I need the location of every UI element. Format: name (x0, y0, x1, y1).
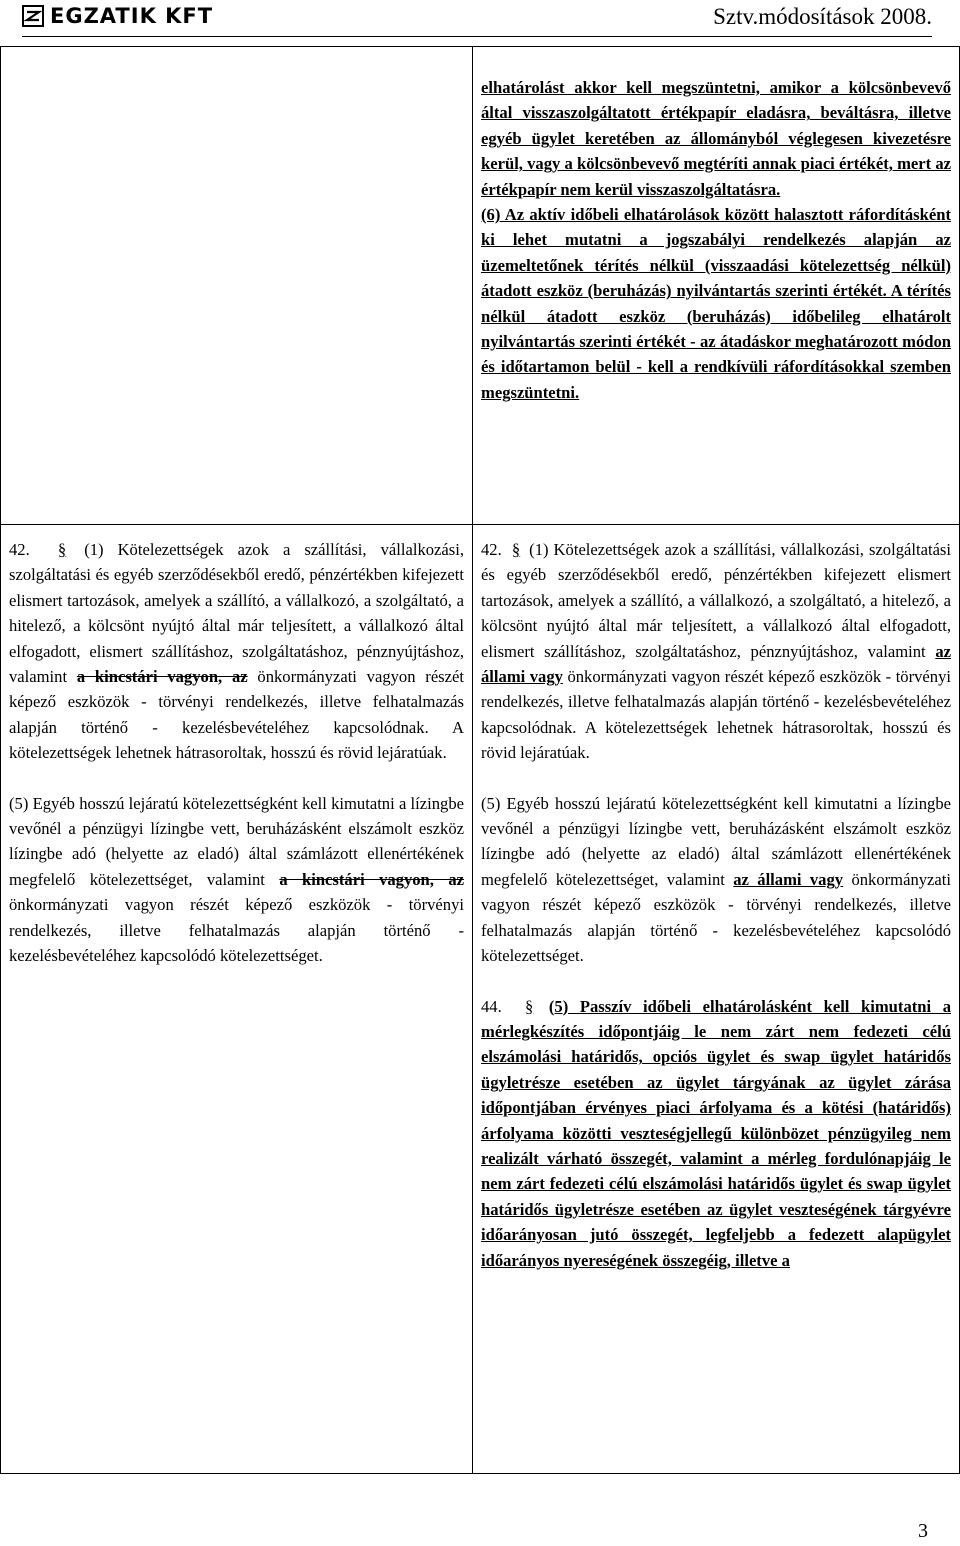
amended-paragraph-continuation: elhatárolást akkor kell megszüntetni, amikor a kölcsönbevevő által visszaszolgáltatott értékpapír eladásra, beváltásra, illetve egyéb ügylet keretében az állományból véglegesen kivezetésre kerül, vagy a kölcsönbevevő megtéríti annak piaci értékét, mert az értékpapír nem kerül visszaszolgáltatásra. (481, 78, 951, 199)
left-cell-original (1, 525, 473, 1474)
comparison-table (0, 46, 960, 1474)
page-number: 3 (918, 1520, 928, 1542)
inserted-text: az állami vagy (481, 641, 951, 687)
paragraph-42-1-amended: 42. § (1) Kötelezettségek azok a szállítási, vállalkozási, szolgáltatási és egyéb szerződésekből eredő, pénzértékben kifejezett elismert tartozások, amelyek a szállító, a vállalkozó, a szolgáltató, a hitelező, a kölcsönt nyújtó által már teljesített, a vállalkozó által elfogadott, elismert szállításhoz, szolgáltatáshoz, pénznyújtáshoz, valamint az állami vagy önkormányzati vagyon részét képező eszközök - törvényi rendelkezés, illetve felhatalmazás alapján történő - kezelésbevételéhez kapcsolódnak. A kötelezettségek lehetnek hátrasoroltak, hosszú és rövid lejáratúak. (481, 540, 952, 763)
paragraph-42-5-amended: (5) Egyéb hosszú lejáratú kötelezettségként kell kimutatni a lízingbe vevőnél a pénzügyi lízingbe vett, beruházásként elszámolt eszköz lízingbe adó (helyette az eladó) által számlázott ellenértékének megfelelő kötelezettséget, valamint az állami vagy önkormányzati vagyon részét képező eszközök - törvényi rendelkezés, illetve felhatalmazás alapján történő - kezelésbevételéhez kapcsolódó kötelezettséget. (481, 793, 951, 966)
table-row (1, 47, 960, 525)
logo-text: EGZATIK KFT (50, 4, 214, 28)
paragraph-42-1-original: 42. § (1) Kötelezettségek azok a szállítási, vállalkozási, szolgáltatási és egyéb szerződésekből eredő, pénzértékben kifejezett elismert tartozások, amelyek a szállító, a vállalkozó, a szolgáltató, a hitelező, a kölcsönt nyújtó által már teljesített, a vállalkozó által elfogadott, elismert szállításhoz, szolgáltatáshoz, pénznyújtáshoz, valamint a kincstári vagyon, az önkormányzati vagyon részét képező eszközök - törvényi rendelkezés, illetve felhatalmazás alapján történő - kezelésbevételéhez kapcsolódnak. A kötelezettségek lehetnek hátrasoroltak, hosszú és rövid lejáratúak. (9, 540, 465, 763)
table-row (1, 525, 960, 1474)
paragraph-42-5-original: (5) Egyéb hosszú lejáratú kötelezettségként kell kimutatni a lízingbe vevőnél a pénzügyi lízingbe vett, beruházásként elszámolt eszköz lízingbe adó (helyette az eladó) által számlázott ellenértékének megfelelő kötelezettséget, valamint a kincstári vagyon, az önkormányzati vagyon részét képező eszközök - törvényi rendelkezés, illetve felhatalmazás alapján történő - kezelésbevételéhez kapcsolódó kötelezettséget. (9, 793, 464, 966)
right-cell-amended (473, 525, 960, 1474)
inserted-text: az állami vagy (733, 869, 844, 889)
document-title: Sztv.módosítások 2008. (713, 4, 932, 29)
struck-text: a kincstári vagyon, az (76, 667, 248, 687)
logo-mark-icon (22, 5, 44, 27)
paragraph-44-5-amended: 44. § (5) Passzív időbeli elhatárolásként kell kimutatni a mérlegkészítés időpontjáig le nem zárt nem fedezeti célú elszámolási határidős, opciós ügylet és swap ügylet határidős ügyletrésze esetében az ügylet tárgyának az ügylet zárása időpontjában érvényes piaci árfolyama és a kötési (határidős) árfolyama közötti veszteségjellegű különbözet pénzügyileg nem realizált várható összegét, valamint a mérleg fordulónapjáig le nem zárt fedezeti célú elszámolási határidős ügylet és swap ügylet határidős ügyletrésze esetében az ügylet veszteségének tárgyévre időarányosan jutó összegét, legfeljebb a fedezett alapügylet időarányos nyereségének összegéig, illetve a (481, 996, 952, 1270)
left-cell-empty (1, 47, 473, 525)
page-header (0, 0, 960, 44)
struck-text: a kincstári vagyon, az (279, 869, 464, 889)
company-logo (22, 3, 213, 29)
header-divider (22, 36, 932, 37)
right-cell-amended (473, 47, 960, 525)
amended-paragraph-6: (6) Az aktív időbeli elhatárolások között halasztott ráfordításként ki lehet mutatni a jogszabályi rendelkezés alapján az üzemeltetőnek térítés nélkül (visszaadási kötelezettség nélkül) átadott eszköz (beruházás) nyilvántartás szerinti értékét. A térítés nélkül átadott eszköz (beruházás) időbelileg elhatárolt nyilvántartás szerinti értékét - az átadáskor meghatározott módon és időtartamon belül - kell a rendkívüli ráfordításokkal szemben megszüntetni. (481, 205, 951, 402)
